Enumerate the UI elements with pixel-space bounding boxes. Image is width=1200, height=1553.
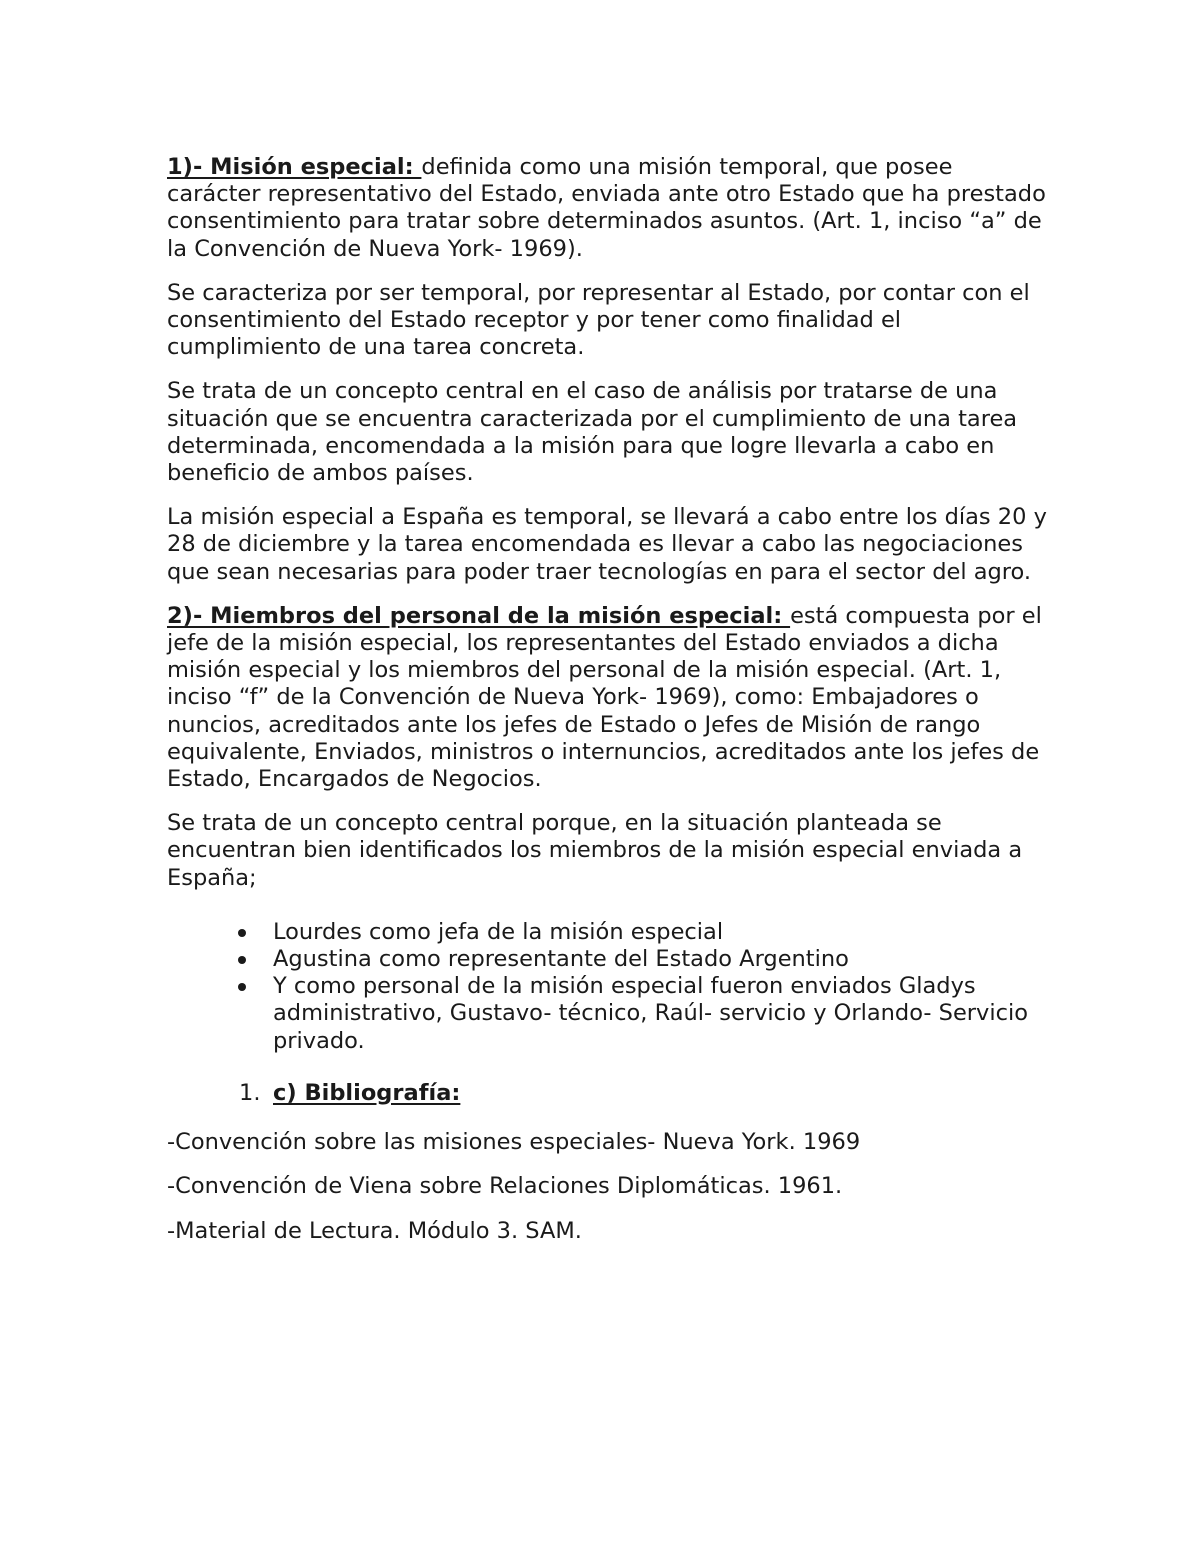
members-list xyxy=(167,919,1047,1055)
list-number: 1. xyxy=(239,1079,261,1106)
list-item xyxy=(273,973,1047,1055)
section1-heading: 1)- Misión especial: xyxy=(167,154,422,180)
list-item xyxy=(273,919,1047,946)
section1-definition-paragraph xyxy=(167,154,1047,263)
section2-definition: está compuesta por el jefe de la misión especial, los representantes del Estado enviados a dicha misión especial y los miembros del personal de la misión especial. (Art. 1, inciso “f” de la Convención de Nueva York- 1969), como: Embajadores o nuncios, acreditados ante los jefes de Estado o Jefes de Misión de rango equivalente, Enviados, ministros o internuncios, acreditados ante los jefes de Estado, Encargados de Negocios. xyxy=(167,602,1042,793)
list-item xyxy=(239,1080,1047,1107)
section2-definition-paragraph xyxy=(167,603,1047,793)
list-item-text: Lourdes como jefa de la misión especial xyxy=(273,918,724,945)
list-item-text: Agustina como representante del Estado Argentino xyxy=(273,946,849,973)
bibliography-reference: -Material de Lectura. Módulo 3. SAM. xyxy=(167,1217,582,1244)
list-item-text: Y como personal de la misión especial fueron enviados Gladys administrativo, Gustavo- técnico, Raúl- servicio y Orlando- Servicio privado. xyxy=(273,973,1029,1054)
bullet-icon xyxy=(238,929,246,937)
bibliography-reference: -Convención sobre las misiones especiales- Nueva York. 1969 xyxy=(167,1129,861,1156)
bullet-icon xyxy=(238,983,246,991)
section1-paragraph-case: La misión especial a España es temporal, se llevará a cabo entre los días 20 y 28 de diciembre y la tarea encomendada es llevar a cabo las negociaciones que sean necesarias para poder traer tecnologías en para el sector del agro. xyxy=(167,504,1047,585)
bibliography-heading: c) Bibliografía: xyxy=(273,1079,461,1106)
bullet-icon xyxy=(238,956,246,964)
bibliography-heading-list xyxy=(167,1080,1047,1107)
document-page xyxy=(167,154,1047,1262)
bibliography-reference: -Convención de Viena sobre Relaciones Diplomáticas. 1961. xyxy=(167,1173,843,1200)
section1-paragraph-characteristics: Se caracteriza por ser temporal, por representar al Estado, por contar con el consentimiento del Estado receptor y por tener como finalidad el cumplimiento de una tarea concreta. xyxy=(167,279,1030,361)
section1-paragraph-relevance: Se trata de un concepto central en el caso de análisis por tratarse de una situación que se encuentra caracterizada por el cumplimiento de una tarea determinada, encomendada a la misión para que logre llevarla a cabo en beneficio de ambos países. xyxy=(167,378,1018,487)
section2-paragraph-relevance: Se trata de un concepto central porque, en la situación planteada se encuentran bien identificados los miembros de la misión especial enviada a España; xyxy=(167,810,1023,891)
list-item xyxy=(273,946,1047,973)
section1-definition: definida como una misión temporal, que posee carácter representativo del Estado, enviada ante otro Estado que ha prestado consentimiento para tratar sobre determinados asuntos. (Art. 1, inciso “a” de la Convención de Nueva York- 1969). xyxy=(167,154,1046,262)
section2-heading: 2)- Miembros del personal de la misión especial: xyxy=(167,602,791,629)
